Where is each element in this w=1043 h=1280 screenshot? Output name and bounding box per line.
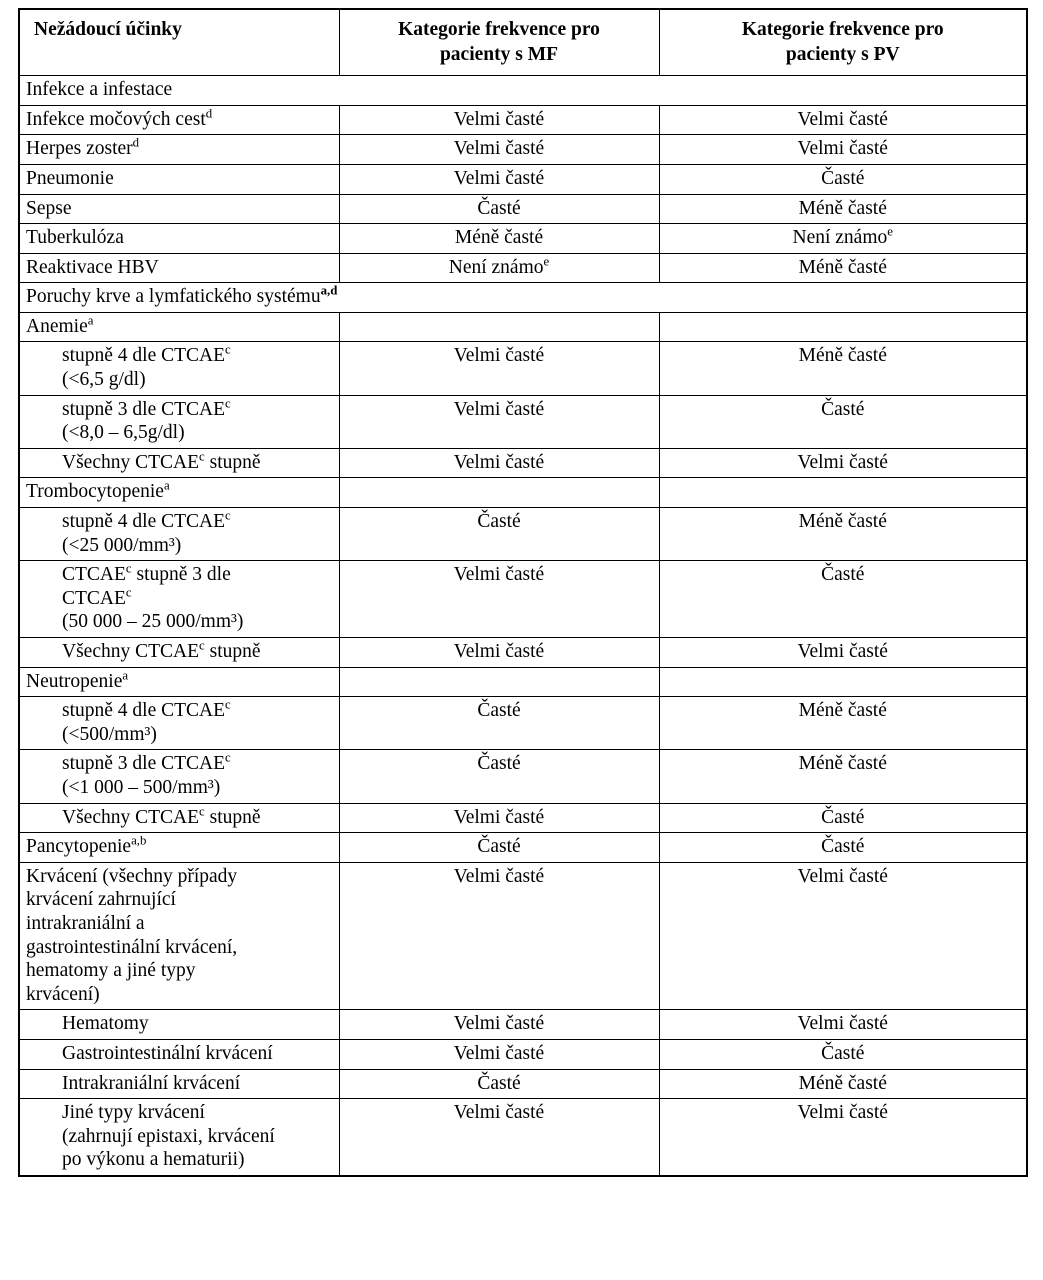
row-value-mf: Časté bbox=[339, 697, 659, 750]
table-row bbox=[19, 667, 1027, 697]
row-value-pv: Méně časté bbox=[659, 508, 1027, 561]
row-term-line: stupně 4 dle CTCAE$^c$ bbox=[62, 342, 231, 367]
section-header-row bbox=[19, 76, 1027, 106]
row-term bbox=[19, 561, 339, 638]
row-term-line: Gastrointestinální krvácení bbox=[62, 1042, 273, 1064]
table-row bbox=[19, 224, 1027, 254]
row-term-line: Všechny CTCAE$^c$ stupně bbox=[62, 804, 261, 828]
footnote-marker: c bbox=[225, 342, 231, 357]
column-header-term: Nežádoucí účinky bbox=[19, 9, 339, 76]
row-value-pv: Méně časté bbox=[659, 253, 1027, 283]
row-term bbox=[19, 667, 339, 697]
row-term-line: Sepse bbox=[26, 197, 72, 219]
row-term bbox=[19, 697, 339, 750]
row-term bbox=[19, 1010, 339, 1040]
row-value-mf: Velmi časté bbox=[339, 105, 659, 135]
row-value-mf: Časté bbox=[339, 750, 659, 803]
footnote-marker: c bbox=[225, 396, 231, 411]
row-term-line: Anemie$^a$ bbox=[26, 313, 94, 337]
row-term-line: (<6,5 g/dl) bbox=[62, 369, 146, 391]
row-value-pv: Velmi časté bbox=[659, 448, 1027, 478]
table-row bbox=[19, 194, 1027, 224]
footnote-marker: d bbox=[205, 106, 213, 121]
row-term-line: krvácení) bbox=[26, 983, 100, 1005]
row-value-pv: Není známo$^e$ bbox=[659, 224, 1027, 254]
row-value-pv bbox=[659, 478, 1027, 508]
column-header-pv bbox=[659, 9, 1027, 76]
row-term-line: stupně 3 dle CTCAE$^c$ bbox=[62, 396, 231, 420]
row-value-mf: Časté bbox=[339, 194, 659, 224]
row-value-mf: Velmi časté bbox=[339, 862, 659, 1010]
table-row bbox=[19, 1099, 1027, 1176]
row-term bbox=[19, 1039, 339, 1069]
footnote-marker: c bbox=[199, 804, 205, 819]
row-value-mf: Velmi časté bbox=[339, 803, 659, 833]
row-term bbox=[19, 862, 339, 1010]
adverse-effects-table bbox=[18, 8, 1028, 1177]
row-term-line: gastrointestinální krvácení, bbox=[26, 936, 238, 958]
table-body bbox=[19, 76, 1027, 1176]
row-term-line: Trombocytopenie$^a$ bbox=[26, 478, 170, 503]
row-value-mf: Velmi časté bbox=[339, 448, 659, 478]
row-term bbox=[19, 478, 339, 508]
row-term-line: CTCAE$^c$ stupně 3 dle bbox=[62, 561, 231, 586]
row-value-mf: Velmi časté bbox=[339, 561, 659, 638]
row-term-line: stupně 3 dle CTCAE$^c$ bbox=[62, 750, 231, 775]
row-value-pv: Méně časté bbox=[659, 750, 1027, 803]
column-header-mf bbox=[339, 9, 659, 76]
table-row bbox=[19, 135, 1027, 165]
row-term bbox=[19, 638, 339, 668]
row-term bbox=[19, 224, 339, 254]
row-value-mf: Časté bbox=[339, 508, 659, 561]
row-value-pv: Časté bbox=[659, 1039, 1027, 1069]
row-value-mf bbox=[339, 312, 659, 342]
row-term-line: CTCAE$^c$ bbox=[62, 585, 132, 609]
row-term-line: krvácení zahrnující bbox=[26, 889, 176, 911]
row-value-mf: Velmi časté bbox=[339, 1039, 659, 1069]
row-value-pv: Méně časté bbox=[659, 1069, 1027, 1099]
table-header-row bbox=[19, 9, 1027, 76]
row-term-line: intrakraniální a bbox=[26, 912, 145, 934]
row-term bbox=[19, 833, 339, 863]
row-value-pv: Velmi časté bbox=[659, 1010, 1027, 1040]
row-value-pv: Časté bbox=[659, 164, 1027, 194]
column-header-pv-line1: Kategorie frekvence pro bbox=[741, 19, 944, 40]
section-header-row bbox=[19, 283, 1027, 313]
row-term bbox=[19, 508, 339, 561]
row-value-mf: Není známo$^e$ bbox=[339, 253, 659, 283]
row-value-mf bbox=[339, 478, 659, 508]
row-value-pv: Velmi časté bbox=[659, 105, 1027, 135]
row-term bbox=[19, 312, 339, 342]
table-row bbox=[19, 1010, 1027, 1040]
row-value-pv: Méně časté bbox=[659, 194, 1027, 224]
row-term-line: stupně 4 dle CTCAE$^c$ bbox=[62, 508, 231, 533]
row-term-line: Krvácení (všechny případy bbox=[26, 865, 238, 887]
row-value-pv: Velmi časté bbox=[659, 1099, 1027, 1176]
row-value-pv: Časté bbox=[659, 395, 1027, 448]
row-term bbox=[19, 253, 339, 283]
footnote-marker: a bbox=[87, 313, 94, 328]
footnote-marker: a,b bbox=[131, 833, 147, 848]
section-title: Poruchy krve a lymfatického systému$^{a,d}$ bbox=[19, 283, 1027, 313]
footnote-marker: c bbox=[225, 508, 231, 523]
row-value-pv: Časté bbox=[659, 561, 1027, 638]
row-term-line: Intrakraniální krvácení bbox=[62, 1072, 241, 1094]
row-value-mf: Velmi časté bbox=[339, 1099, 659, 1176]
row-value-mf: Méně časté bbox=[339, 224, 659, 254]
table-row bbox=[19, 478, 1027, 508]
table-row bbox=[19, 395, 1027, 448]
table-row bbox=[19, 638, 1027, 668]
row-value-pv: Méně časté bbox=[659, 697, 1027, 750]
footnote-marker: a,d bbox=[320, 283, 338, 298]
row-value-mf: Časté bbox=[339, 833, 659, 863]
row-term-line: Infekce močových cest$^d$ bbox=[26, 106, 213, 130]
row-value-pv: Velmi časté bbox=[659, 862, 1027, 1010]
footnote-marker: c bbox=[225, 750, 231, 765]
table-row bbox=[19, 342, 1027, 395]
row-term-line: (<25 000/mm³) bbox=[62, 534, 182, 556]
row-term-line: Hematomy bbox=[62, 1013, 149, 1035]
row-value-mf: Velmi časté bbox=[339, 342, 659, 395]
footnote-marker: a bbox=[163, 478, 170, 493]
row-value-pv: Časté bbox=[659, 833, 1027, 863]
row-term bbox=[19, 803, 339, 833]
row-value-pv: Méně časté bbox=[659, 342, 1027, 395]
row-value-pv bbox=[659, 667, 1027, 697]
row-term bbox=[19, 164, 339, 194]
row-term bbox=[19, 194, 339, 224]
row-term-line: Jiné typy krvácení bbox=[62, 1102, 205, 1124]
column-header-pv-line2: pacienty s PV bbox=[785, 43, 900, 65]
row-term bbox=[19, 1099, 339, 1176]
row-value-mf bbox=[339, 667, 659, 697]
row-term-line: po výkonu a hematurii) bbox=[62, 1149, 245, 1171]
row-value-mf: Velmi časté bbox=[339, 638, 659, 668]
row-term-line: (<8,0 – 6,5g/dl) bbox=[62, 422, 185, 444]
table-row bbox=[19, 312, 1027, 342]
table-row bbox=[19, 697, 1027, 750]
table-row bbox=[19, 750, 1027, 803]
row-value-pv: Velmi časté bbox=[659, 638, 1027, 668]
row-term-line: (<1 000 – 500/mm³) bbox=[62, 776, 221, 798]
section-title: Infekce a infestace bbox=[19, 76, 1027, 106]
row-term-line: Tuberkulóza bbox=[26, 227, 124, 249]
row-value-mf: Velmi časté bbox=[339, 1010, 659, 1040]
row-value-pv: Časté bbox=[659, 803, 1027, 833]
row-term bbox=[19, 342, 339, 395]
table-row bbox=[19, 253, 1027, 283]
footnote-marker: c bbox=[199, 638, 205, 653]
row-term-line: hematomy a jiné typy bbox=[26, 960, 196, 982]
table-row bbox=[19, 105, 1027, 135]
row-term bbox=[19, 750, 339, 803]
column-header-mf-line1: Kategorie frekvence pro bbox=[398, 19, 600, 40]
row-term-line: Pneumonie bbox=[26, 167, 114, 189]
footnote-marker: c bbox=[199, 449, 205, 464]
column-header-mf-line2: pacienty s MF bbox=[439, 43, 559, 65]
footnote-marker: a bbox=[122, 668, 129, 683]
footnote-marker: d bbox=[132, 135, 140, 150]
row-term-line: Pancytopenie$^{a,b}$ bbox=[26, 833, 147, 858]
row-term-line: Neutropenie$^a$ bbox=[26, 668, 129, 692]
row-term bbox=[19, 448, 339, 478]
table-row bbox=[19, 833, 1027, 863]
row-term-line: stupně 4 dle CTCAE$^c$ bbox=[62, 697, 231, 722]
footnote-marker: c bbox=[125, 561, 132, 576]
footnote-marker: c bbox=[125, 585, 132, 600]
row-term-line: Všechny CTCAE$^c$ stupně bbox=[62, 638, 261, 662]
row-value-pv bbox=[659, 312, 1027, 342]
footnote-marker: c bbox=[225, 697, 231, 712]
row-value-mf: Velmi časté bbox=[339, 164, 659, 194]
table-row bbox=[19, 1069, 1027, 1099]
row-term-line: (zahrnují epistaxi, krvácení bbox=[62, 1125, 275, 1147]
table-row bbox=[19, 448, 1027, 478]
table-row bbox=[19, 561, 1027, 638]
row-term bbox=[19, 1069, 339, 1099]
row-term bbox=[19, 105, 339, 135]
table-row bbox=[19, 862, 1027, 1010]
row-value-mf: Časté bbox=[339, 1069, 659, 1099]
table-row bbox=[19, 803, 1027, 833]
row-value-mf: Velmi časté bbox=[339, 135, 659, 165]
footnote-marker: e bbox=[887, 224, 893, 239]
table-head bbox=[19, 9, 1027, 76]
row-term bbox=[19, 135, 339, 165]
row-term-line: (50 000 – 25 000/mm³) bbox=[62, 611, 244, 633]
row-term-line: (<500/mm³) bbox=[62, 723, 157, 745]
row-term-line: Herpes zoster$^d$ bbox=[26, 135, 140, 160]
row-term-line: Reaktivace HBV bbox=[26, 256, 159, 278]
row-value-pv: Velmi časté bbox=[659, 135, 1027, 165]
row-value-mf: Velmi časté bbox=[339, 395, 659, 448]
table-row bbox=[19, 508, 1027, 561]
table-row bbox=[19, 1039, 1027, 1069]
table-row bbox=[19, 164, 1027, 194]
row-term bbox=[19, 395, 339, 448]
footnote-marker: e bbox=[543, 254, 550, 269]
row-term-line: Všechny CTCAE$^c$ stupně bbox=[62, 449, 261, 473]
